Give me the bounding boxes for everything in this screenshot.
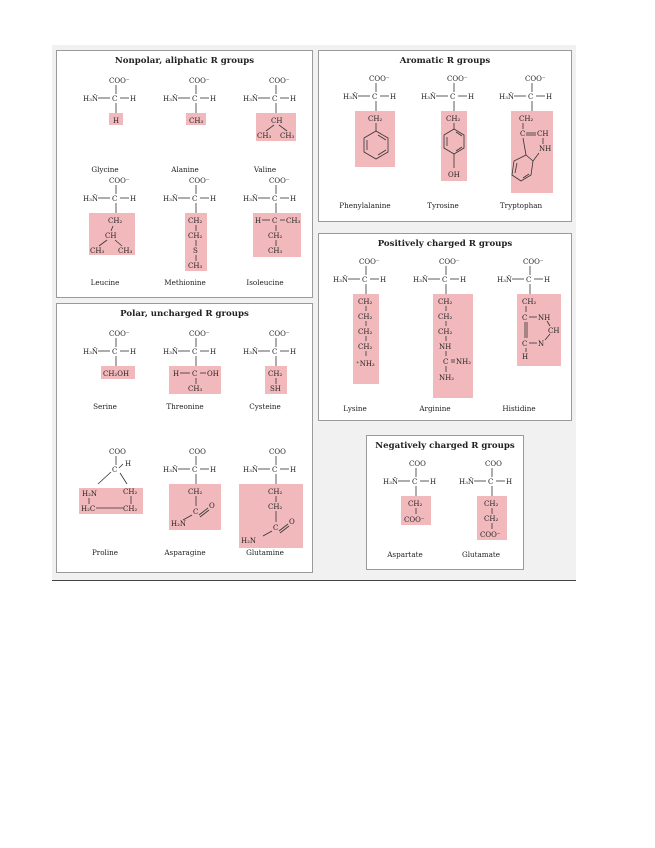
amino-acid-lysine <box>315 254 395 419</box>
atom-label: COO⁻ <box>523 258 544 266</box>
amino-acid-name: Cysteine <box>249 402 281 411</box>
amino-acid-tyrosine <box>403 71 483 221</box>
atom-label: C <box>112 466 118 474</box>
amino-acid-proline <box>65 444 145 569</box>
atom-label: NH₂ <box>439 374 455 382</box>
atom-label: H <box>506 478 513 486</box>
atom-label: H₂N <box>171 520 187 528</box>
atom-label: CH₂ <box>188 232 203 240</box>
atom-label: CH₂ <box>438 298 453 306</box>
atom-label: H <box>290 95 297 103</box>
atom-label: C <box>272 195 278 203</box>
atom-label: H₃N̂ <box>499 93 515 101</box>
atom-label: C <box>372 93 378 101</box>
amino-acid-name: Tryptophan <box>499 201 543 210</box>
atom-label: H₃N̂ <box>83 95 99 103</box>
atom-label: CH₂ <box>123 488 138 496</box>
atom-label: COO⁻ <box>109 77 130 85</box>
atom-label: OH <box>448 171 460 179</box>
atom-label: H₂N <box>82 490 98 498</box>
atom-label: COO⁻ <box>447 75 468 83</box>
atom-label: COO⁻ <box>269 77 290 85</box>
atom-label: CH <box>105 232 117 240</box>
structure-drawing <box>225 73 305 153</box>
atom-label: C <box>192 95 198 103</box>
atom-label: H <box>210 348 217 356</box>
amino-acid-serine <box>65 326 145 436</box>
atom-label: H₃N̂ <box>333 276 349 284</box>
panel-title: Nonpolar, aliphatic R groups <box>114 56 255 66</box>
atom-label: H <box>290 466 297 474</box>
atom-label: CH₂ <box>446 115 461 123</box>
atom-label: COO⁻ <box>404 516 425 524</box>
atom-label: CH₂ <box>108 217 123 225</box>
bottom-rule <box>52 580 576 581</box>
structure-drawing <box>145 444 225 544</box>
amino-acid-leucine <box>65 173 145 293</box>
atom-label: C <box>112 95 118 103</box>
structure-drawing <box>325 71 405 196</box>
structure-drawing <box>145 73 225 143</box>
atom-label: CH₂ <box>268 232 283 240</box>
structure-drawing <box>479 254 569 404</box>
atom-label: CH₂ <box>519 115 534 123</box>
atom-label: H <box>522 353 529 361</box>
atom-label: H <box>210 95 217 103</box>
structure-drawing <box>481 71 571 196</box>
amino-acid-methionine <box>145 173 225 293</box>
atom-label: H₃N̂ <box>163 348 179 356</box>
atom-label: H₃N̂ <box>163 466 179 474</box>
atom-label: H <box>544 276 551 284</box>
atom-label: CH₂ <box>188 217 203 225</box>
amino-acid-name: Aspartate <box>387 550 423 559</box>
atom-label: COO⁻ <box>189 77 210 85</box>
amino-acid-name: Valine <box>253 165 277 174</box>
structure-drawing <box>441 456 521 551</box>
atom-label: CH₂ <box>358 298 373 306</box>
amino-acid-name: Leucine <box>90 278 120 287</box>
atom-label: COO⁻ <box>189 177 210 185</box>
atom-label: H <box>125 460 132 468</box>
atom-label: COO⁻ <box>480 531 501 539</box>
amino-acid-name: Isoleucine <box>246 278 284 287</box>
atom-label: C <box>450 93 456 101</box>
atom-label: C <box>192 466 198 474</box>
amino-acid-name: Glutamate <box>461 550 501 559</box>
amino-acid-name: Proline <box>91 548 119 557</box>
atom-label: H₃N̂ <box>163 95 179 103</box>
amino-acid-name: Lysine <box>343 404 367 413</box>
atom-label: C <box>522 314 528 322</box>
atom-label: COO <box>269 448 286 456</box>
atom-label: O <box>289 518 295 526</box>
amino-acid-phenylalanine <box>325 71 405 221</box>
atom-label: CH₂ <box>123 505 138 513</box>
amino-acid-name: Tyrosine <box>427 201 459 210</box>
atom-label: H₃N̂ <box>459 478 475 486</box>
atom-label: H₂N <box>241 537 257 545</box>
atom-label: H <box>130 95 137 103</box>
amino-acid-name: Serine <box>93 402 117 411</box>
amino-acid-glycine <box>65 73 145 183</box>
atom-label: H <box>468 93 475 101</box>
atom-label: CH₃ <box>118 247 133 255</box>
atom-label: SH <box>270 385 281 393</box>
atom-label: NH <box>538 314 551 322</box>
structure-drawing <box>403 71 483 196</box>
atom-label: CH₃ <box>188 385 203 393</box>
atom-label: C <box>272 348 278 356</box>
amino-acid-alanine <box>145 73 225 183</box>
atom-label: NH <box>539 145 552 153</box>
atom-label: C <box>192 370 198 378</box>
atom-label: H <box>380 276 387 284</box>
atom-label: CH₃ <box>268 247 283 255</box>
atom-label: CH₂ <box>358 328 373 336</box>
atom-label: CH₂ <box>268 503 283 511</box>
amino-acid-asparagine <box>145 444 225 569</box>
atom-label: H <box>210 195 217 203</box>
atom-label: H₃N̂ <box>243 195 259 203</box>
atom-label: COO⁻ <box>109 177 130 185</box>
atom-label: C <box>193 508 199 516</box>
atom-label: C <box>362 276 368 284</box>
atom-label: H <box>290 348 297 356</box>
panel-nonpolar <box>56 50 313 298</box>
amino-acid-name: Methionine <box>164 278 206 287</box>
amino-acid-name: Histidine <box>502 404 536 413</box>
atom-label: C <box>272 95 278 103</box>
atom-label: H₃N̂ <box>343 93 359 101</box>
atom-label: COO⁻ <box>369 75 390 83</box>
atom-label: N <box>538 340 545 348</box>
amino-acid-name: Phenylalanine <box>339 201 391 210</box>
amino-acid-aspartate <box>365 456 445 568</box>
bond <box>98 472 111 484</box>
atom-label: CH₂ <box>368 115 383 123</box>
atom-label: CH₂ <box>358 313 373 321</box>
atom-label: CH₂OH <box>103 370 130 378</box>
atom-label: COO⁻ <box>269 330 290 338</box>
bond <box>120 473 127 484</box>
amino-acid-name: Glycine <box>91 165 119 174</box>
atom-label: H <box>173 370 180 378</box>
atom-label: CH₃ <box>280 132 295 140</box>
atom-label: H₃N̂ <box>413 276 429 284</box>
atom-label: O <box>209 502 215 510</box>
atom-label: CH₂ <box>484 515 499 523</box>
atom-label: COO⁻ <box>525 75 546 83</box>
atom-label: H₃N̂ <box>243 95 259 103</box>
atom-label: H <box>255 217 262 225</box>
atom-label: COO⁻ <box>359 258 380 266</box>
amino-acid-glutamate <box>441 456 521 568</box>
panel-negative <box>366 435 524 570</box>
atom-label: H <box>290 195 297 203</box>
panel-positive <box>318 233 572 421</box>
atom-label: CH₂ <box>522 298 537 306</box>
atom-label: CH₃ <box>257 132 272 140</box>
amino-acid-cysteine <box>225 326 305 436</box>
atom-label: H <box>430 478 437 486</box>
structure-drawing <box>225 173 305 283</box>
structure-drawing <box>315 254 395 404</box>
atom-label: H <box>130 348 137 356</box>
atom-label: CH₂ <box>188 488 203 496</box>
panel-title: Negatively charged R groups <box>375 441 515 451</box>
atom-label: H₃N̂ <box>83 348 99 356</box>
atom-label: C <box>273 524 279 532</box>
atom-label: CH₃ <box>90 247 105 255</box>
atom-label: CH₂ <box>268 488 283 496</box>
amino-acid-histidine <box>479 254 559 419</box>
structure-drawing <box>145 173 225 283</box>
atom-label: H₃N̂ <box>243 348 259 356</box>
amino-acid-name: Arginine <box>419 404 451 413</box>
atom-label: C <box>272 217 278 225</box>
atom-label: C <box>442 276 448 284</box>
atom-label: C <box>192 195 198 203</box>
atom-label: H <box>460 276 467 284</box>
structure-drawing <box>365 456 445 551</box>
atom-label: CH₂ <box>268 370 283 378</box>
atom-label: ⁺NH₃ <box>356 360 375 368</box>
atom-label: OH <box>207 370 219 378</box>
structure-drawing <box>145 326 225 396</box>
atom-label: COO <box>109 448 126 456</box>
atom-label: CH₂ <box>484 500 499 508</box>
atom-label: H₃N̂ <box>163 195 179 203</box>
atom-label: S <box>193 247 198 255</box>
atom-label: COO⁻ <box>269 177 290 185</box>
amino-acid-arginine <box>395 254 475 419</box>
atom-label: CH <box>537 130 549 138</box>
atom-label: C <box>112 195 118 203</box>
structure-drawing <box>225 326 305 396</box>
atom-label: COO <box>485 460 502 468</box>
atom-label: H <box>113 117 120 125</box>
structure-drawing <box>65 73 145 143</box>
atom-label: COO⁻ <box>439 258 460 266</box>
atom-label: C <box>522 340 528 348</box>
amino-acid-tryptophan <box>481 71 561 221</box>
atom-label: C <box>112 348 118 356</box>
amino-acid-glutamine <box>225 444 305 569</box>
atom-label: CH <box>271 117 283 125</box>
atom-label: H₃N̂ <box>83 195 99 203</box>
structure-drawing <box>65 444 150 544</box>
panel-title: Polar, uncharged R groups <box>120 309 249 319</box>
atom-label: H₂C <box>81 505 96 513</box>
atom-label: C <box>412 478 418 486</box>
atom-label: CH₃ <box>189 117 204 125</box>
amino-acid-name: Threonine <box>166 402 204 411</box>
atom-label: H <box>130 195 137 203</box>
atom-label: H <box>390 93 397 101</box>
amino-acid-threonine <box>145 326 225 436</box>
atom-label: H <box>546 93 553 101</box>
atom-label: C <box>443 358 449 366</box>
atom-label: CH <box>548 327 560 335</box>
bond <box>119 464 123 468</box>
amino-acid-name: Glutamine <box>246 548 284 557</box>
atom-label: C <box>272 466 278 474</box>
atom-label: C <box>488 478 494 486</box>
atom-label: COO⁻ <box>109 330 130 338</box>
amino-acid-name: Asparagine <box>164 548 206 557</box>
atom-label: C <box>520 130 526 138</box>
atom-label: COO <box>189 448 206 456</box>
panel-polar <box>56 303 313 573</box>
atom-label: H₃N̂ <box>243 466 259 474</box>
atom-label: C <box>526 276 532 284</box>
structure-drawing <box>225 444 305 544</box>
amino-acid-isoleucine <box>225 173 305 293</box>
atom-label: H₃N̂ <box>497 276 513 284</box>
atom-label: CH₃ <box>286 217 301 225</box>
panel-title: Positively charged R groups <box>377 239 513 249</box>
atom-label: NH₂ <box>456 358 472 366</box>
atom-label: H₃N̂ <box>421 93 437 101</box>
atom-label: COO <box>409 460 426 468</box>
panel-title: Aromatic R groups <box>399 56 491 66</box>
amino-acid-name: Alanine <box>171 165 199 174</box>
atom-label: CH₂ <box>438 328 453 336</box>
amino-acid-valine <box>225 73 305 183</box>
panel-aromatic <box>318 50 572 222</box>
atom-label: C <box>528 93 534 101</box>
structure-drawing <box>65 326 145 396</box>
atom-label: CH₂ <box>408 500 423 508</box>
structure-drawing <box>395 254 485 404</box>
atom-label: CH₂ <box>358 343 373 351</box>
atom-label: CH₂ <box>438 313 453 321</box>
atom-label: CH₃ <box>188 262 203 270</box>
atom-label: H <box>210 466 217 474</box>
structure-drawing <box>65 173 145 283</box>
atom-label: COO⁻ <box>189 330 210 338</box>
atom-label: C <box>192 348 198 356</box>
atom-label: NH <box>439 343 452 351</box>
atom-label: H₃N̂ <box>383 478 399 486</box>
